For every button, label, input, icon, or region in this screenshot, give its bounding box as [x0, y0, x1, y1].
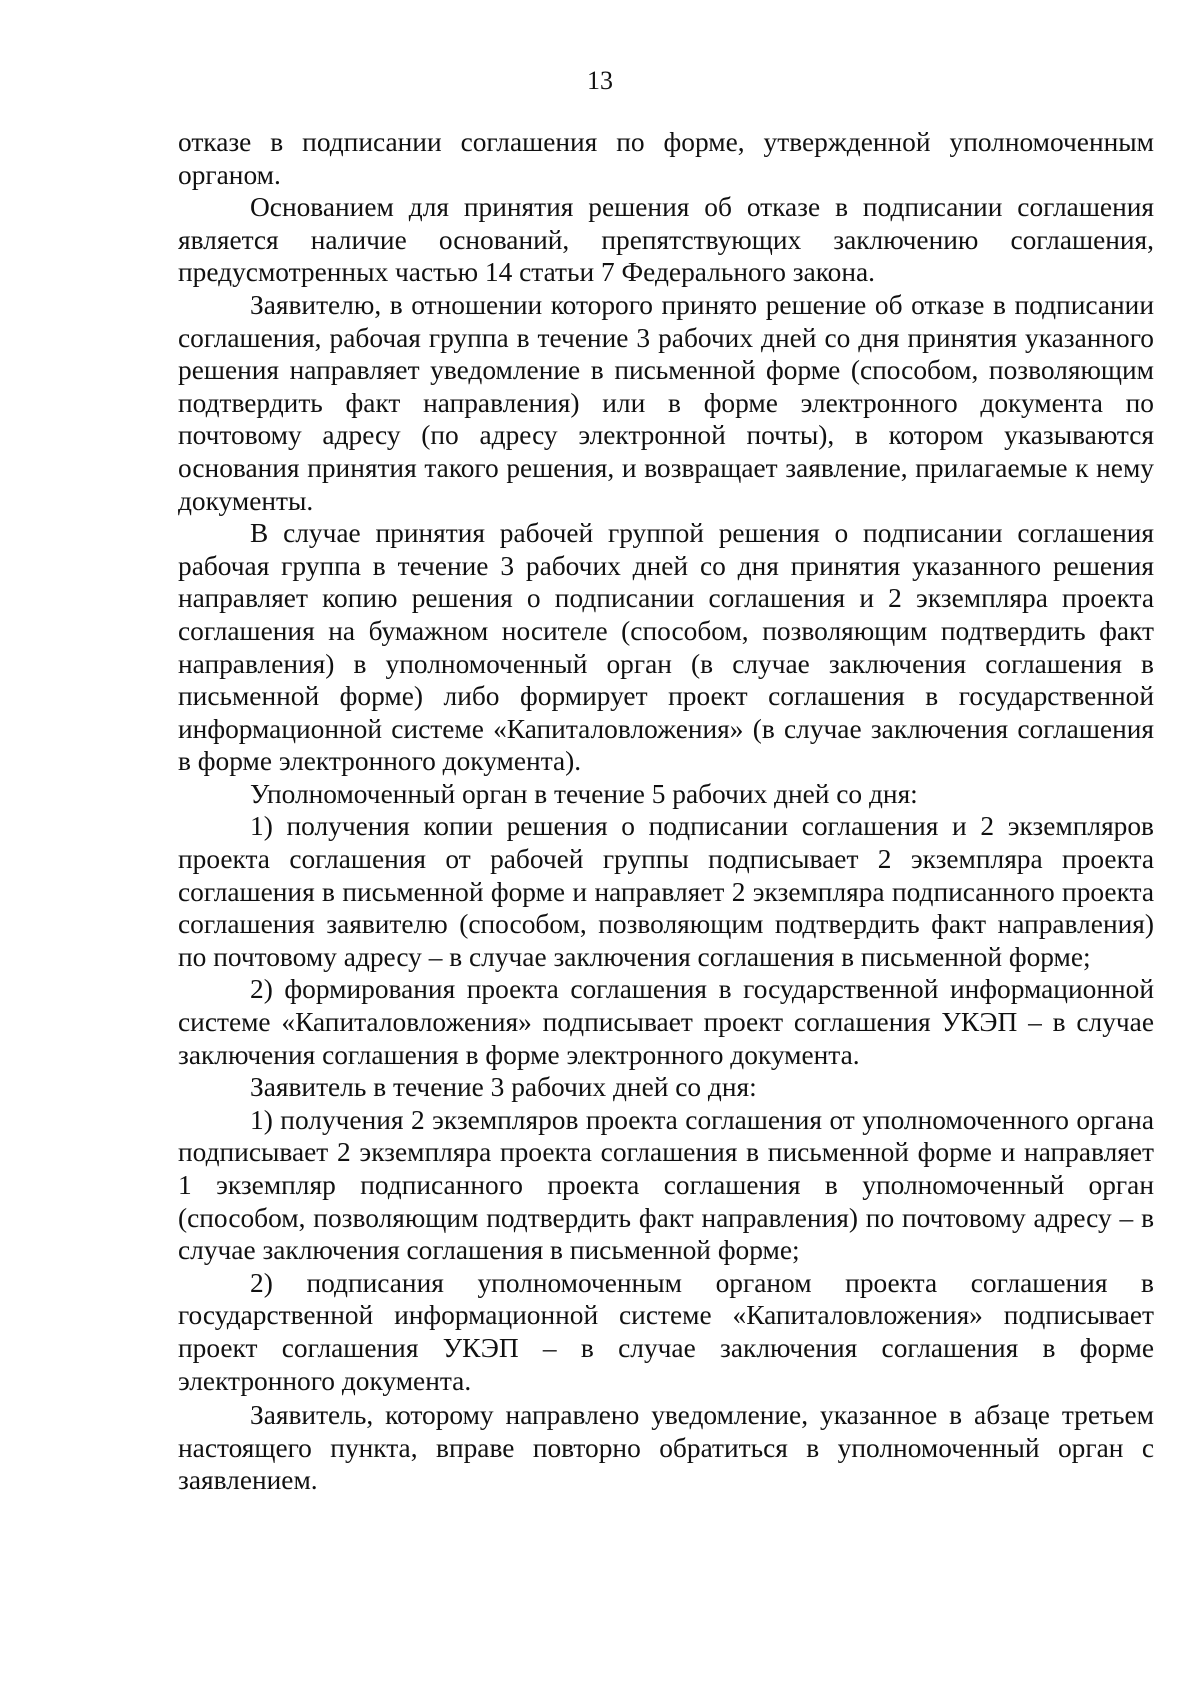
page-number: 13 [587, 66, 613, 95]
list-item-authority-2: 2) формирования проекта соглашения в государственной информационной системе «Капиталовложения» подписывает проект соглашения УКЭП – в случае заключения соглашения в форме электронного документа. [178, 974, 1154, 1070]
paragraph-continuation: отказе в подписании соглашения по форме, утвержденной уполномоченным органом. [178, 127, 1154, 190]
paragraph-signing-decision: В случае принятия рабочей группой решения о подписании соглашения рабочая группа в течение 3 рабочих дней со дня принятия указанного решения направляет копию решения о подписании соглашения и 2 экземпляра проекта соглашения на бумажном носителе (способом, позволяющим подтвердить факт направления) в уполномоченный орган (в случае заключения соглашения в письменной форме) либо формирует проект соглашения в государственной информационной системе «Капиталовложения» (в случае заключения соглашения в форме электронного документа). [178, 518, 1154, 777]
paragraph-repeat-application: Заявитель, которому направлено уведомление, указанное в абзаце третьем настоящего пункта, вправе повторно обратиться в уполномоченный орган с заявлением. [178, 1400, 1154, 1496]
paragraph-applicant-intro: Заявитель в течение 3 рабочих дней со дня: [250, 1072, 757, 1103]
list-item-applicant-1: 1) получения 2 экземпляров проекта соглашения от уполномоченного органа подписывает 2 экземпляра проекта соглашения в письменной форме и направляет 1 экземпляр подписанного проекта соглашения в уполномоченный орган (способом, позволяющим подтвердить факт направления) по почтовому адресу – в случае заключения соглашения в письменной форме; [178, 1104, 1154, 1266]
document-body [178, 126, 1154, 1497]
list-item-authority-1: 1) получения копии решения о подписании соглашения и 2 экземпляров проекта соглашения от рабочей группы подписывает 2 экземпляра проекта соглашения в письменной форме и направляет 2 экземпляра подписанного проекта соглашения заявителю (способом, позволяющим подтвердить факт направления) по почтовому адресу – в случае заключения соглашения в письменной форме; [178, 811, 1154, 972]
paragraph-authority-intro: Уполномоченный орган в течение 5 рабочих дней со дня: [250, 778, 918, 809]
paragraph-refusal-notice: Заявителю, в отношении которого принято решение об отказе в подписании соглашения, рабочая группа в течение 3 рабочих дней со дня принятия указанного решения направляет уведомление в письменной форме (способом, позволяющим подтвердить факт направления) или в форме электронного документа по почтовому адресу (по адресу электронной почты), в котором указываются основания принятия такого решения, и возвращает заявление, прилагаемые к нему документы. [178, 289, 1154, 516]
paragraph-refusal-grounds: Основанием для принятия решения об отказе в подписании соглашения является наличие оснований, препятствующих заключению соглашения, предусмотренных частью 14 статьи 7 Федерального закона. [178, 192, 1154, 288]
list-item-applicant-2: 2) подписания уполномоченным органом проекта соглашения в государственной информационной системе «Капиталовложения» подписывает проект соглашения УКЭП – в случае заключения соглашения в форме электронного документа. [178, 1267, 1154, 1396]
